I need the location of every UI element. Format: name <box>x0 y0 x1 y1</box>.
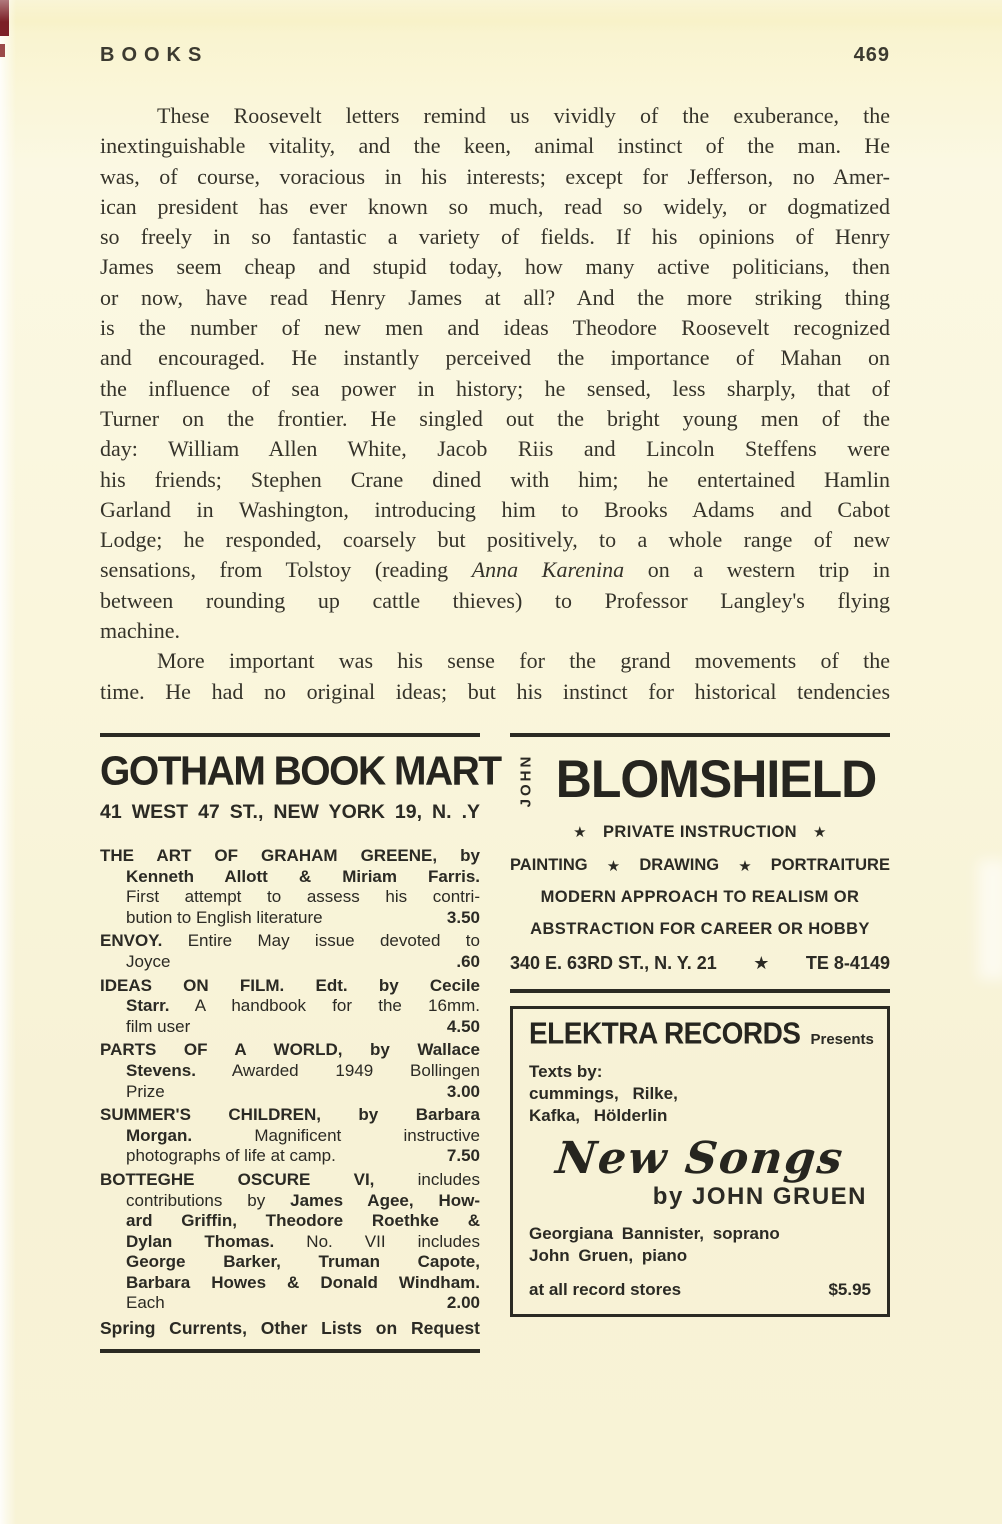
gotham-title: GOTHAM BOOK MART <box>100 749 501 795</box>
section-title: BOOKS <box>100 44 209 66</box>
gotham-address: 41 WEST 47 ST., NEW YORK 19, N. .Y <box>100 801 480 823</box>
article-line: Lodge; he responded, coarsely but positively, to a whole range of new <box>100 527 890 553</box>
gotham-book-mart-ad <box>100 733 501 1353</box>
elektra-stores-text: at all record stores <box>529 1280 682 1299</box>
elektra-texts-by: Texts by: <box>529 1062 603 1081</box>
book-list-item <box>100 1170 480 1314</box>
article-line: sensations, from Tolstoy (reading Anna Karenina on a western trip in <box>100 557 890 583</box>
book-list-line: THE ART OF GRAHAM GREENE, by <box>100 846 480 865</box>
blomshield-first-name: JOHN <box>517 753 535 807</box>
book-list-line: SUMMER'S CHILDREN, by Barbara <box>100 1105 480 1125</box>
elektra-by-line: by JOHN GRUEN <box>652 1183 867 1210</box>
book-list-line: Each 2.00 <box>126 1293 480 1313</box>
article-line: the influence of sea power in history; he sensed, less sharply, that of <box>100 375 890 401</box>
elektra-presents: Presents <box>810 1031 874 1048</box>
book-list-item <box>100 846 480 928</box>
book-list-line: PARTS OF A WORLD, by Wallace <box>100 1040 480 1060</box>
article-line: between rounding up cattle thieves) to Professor Langley's flying <box>100 587 890 613</box>
book-price: 7.50 <box>446 1146 480 1166</box>
elektra-credit-soprano: Georgiana Bannister, soprano <box>529 1224 780 1243</box>
article-text <box>100 101 890 707</box>
elektra-authors-line1: cummings, Rilke, <box>529 1084 678 1103</box>
book-list-line: Barbara Howes & Donald Windham. <box>126 1272 480 1292</box>
advertisement-row <box>100 733 890 1353</box>
article-line: Turner on the frontier. He singled out the bright young men of the <box>100 405 890 431</box>
elektra-texts-by-block <box>529 1061 871 1127</box>
book-list-item <box>100 1040 480 1102</box>
service-portraiture: PORTRAITURE <box>770 856 890 874</box>
article-line: machine. <box>100 618 181 644</box>
elektra-price: $5.95 <box>828 1280 871 1299</box>
elektra-records-ad <box>510 1006 890 1317</box>
book-list-line: bution to English literature 3.50 <box>126 907 480 927</box>
page-number: 469 <box>853 44 890 66</box>
scan-artifact-red-mark <box>0 44 5 57</box>
blomshield-instruction: PRIVATE INSTRUCTION <box>603 823 797 841</box>
elektra-credit-piano: John Gruen, piano <box>529 1246 688 1265</box>
star-icon: ★ <box>738 857 752 875</box>
book-list-line: Morgan. Magnificent instructive <box>126 1125 480 1145</box>
scan-artifact-red-strip <box>0 0 9 36</box>
book-list-line: Starr. A handbook for the 16mm. <box>126 996 480 1016</box>
blomshield-approach-line2: ABSTRACTION FOR CAREER OR HOBBY <box>530 920 870 938</box>
gotham-book-list <box>100 846 480 1314</box>
divider-rule <box>510 989 890 993</box>
article-line: Garland in Washington, introducing him to Brooks Adams and Cabot <box>100 496 890 522</box>
book-list-line: Stevens. Awarded 1949 Bollingen <box>126 1060 480 1080</box>
blomshield-instruction-line <box>510 823 890 842</box>
article-line: day: William Allen White, Jacob Riis and Lincoln Steffens were <box>100 436 890 462</box>
book-list-line: film user 4.50 <box>126 1016 480 1036</box>
scan-artifact-white-streak <box>978 860 1002 980</box>
service-drawing: DRAWING <box>639 856 720 874</box>
book-list-line: Joyce .60 <box>126 951 480 971</box>
book-list-line: BOTTEGHE OSCURE VI, includes <box>100 1169 480 1189</box>
book-list-item <box>100 931 480 972</box>
gotham-footer-line: Spring Currents, Other Lists on Request <box>100 1318 480 1339</box>
blomshield-first-name-box <box>510 750 542 810</box>
book-list-line: contributions by James Agee, How- <box>126 1190 481 1210</box>
star-icon: ★ <box>606 857 621 875</box>
article-line: or now, have read Henry James at all? And the more striking thing <box>100 284 890 310</box>
book-list-line: IDEAS ON FILM. Edt. by Cecile <box>100 975 480 995</box>
elektra-title: ELEKTRA RECORDS <box>529 1016 801 1050</box>
book-price: 4.50 <box>446 1016 480 1036</box>
right-ad-column <box>510 733 890 1317</box>
book-price: 3.00 <box>446 1081 480 1101</box>
blomshield-ad <box>510 733 890 993</box>
book-price: .60 <box>456 951 480 971</box>
elektra-authors-line2: Kafka, Hölderlin <box>529 1106 668 1125</box>
article-line: ican president has ever known so much, read so widely, or dogmatized <box>100 193 890 219</box>
book-list-line: ard Griffin, Theodore Roethke & <box>126 1211 480 1231</box>
book-list-line: First attempt to assess his contri- <box>126 887 480 907</box>
elektra-album-title: New Songs <box>553 1133 847 1184</box>
article-line: inextinguishable vitality, and the keen, animal instinct of the man. He <box>100 133 890 159</box>
article-line: time. He had no original ideas; but his instinct for historical tendencies <box>100 678 890 704</box>
book-list-line: Dylan Thomas. No. VII includes <box>126 1231 481 1251</box>
service-painting: PAINTING <box>510 856 588 874</box>
article-line: is the number of new men and ideas Theodore Roosevelt recognized <box>100 315 890 341</box>
article-line: so freely in so fantastic a variety of fields. If his opinions of Henry <box>100 224 890 250</box>
book-list-line: Prize 3.00 <box>126 1081 480 1101</box>
elektra-headline <box>529 1016 874 1051</box>
blomshield-name-row <box>510 750 890 810</box>
blomshield-services-line <box>510 856 890 875</box>
blomshield-phone: TE 8-4149 <box>805 953 890 973</box>
blomshield-approach-line1: MODERN APPROACH TO REALISM OR <box>540 888 860 906</box>
book-list-item <box>100 976 480 1038</box>
star-icon: ★ <box>813 824 827 841</box>
article-line: More important was his sense for the grand movements of the <box>157 648 890 674</box>
blomshield-contact-line <box>510 953 890 974</box>
book-price: 2.00 <box>446 1293 480 1313</box>
blomshield-title: BLOMSHIELD <box>555 749 877 809</box>
article-line: James seem cheap and stupid today, how many active politicians, then <box>100 254 890 280</box>
article-line: and encouraged. He instantly perceived the importance of Mahan on <box>100 345 890 371</box>
book-list-item <box>100 1105 480 1167</box>
blomshield-address: 340 E. 63RD ST., N. Y. 21 <box>510 953 717 973</box>
article-line: was, of course, voracious in his interests; except for Jefferson, no Amer- <box>100 163 890 189</box>
article-line: his friends; Stephen Crane dined with him; he entertained Hamlin <box>100 466 890 492</box>
book-list-line: ENVOY. Entire May issue devoted to <box>100 931 480 951</box>
star-icon: ★ <box>573 824 587 841</box>
elektra-availability-line <box>529 1280 871 1300</box>
elektra-credits <box>529 1223 871 1267</box>
running-header <box>100 44 890 67</box>
book-list-line: photographs of life at camp. 7.50 <box>126 1146 480 1166</box>
book-list-line: Kenneth Allott & Miriam Farris. <box>126 866 480 886</box>
article-line: These Roosevelt letters remind us vividly of the exuberance, the <box>157 103 890 128</box>
book-list-line: George Barker, Truman Capote, <box>126 1252 480 1272</box>
star-icon: ★ <box>753 953 770 973</box>
book-price: 3.50 <box>446 907 480 927</box>
